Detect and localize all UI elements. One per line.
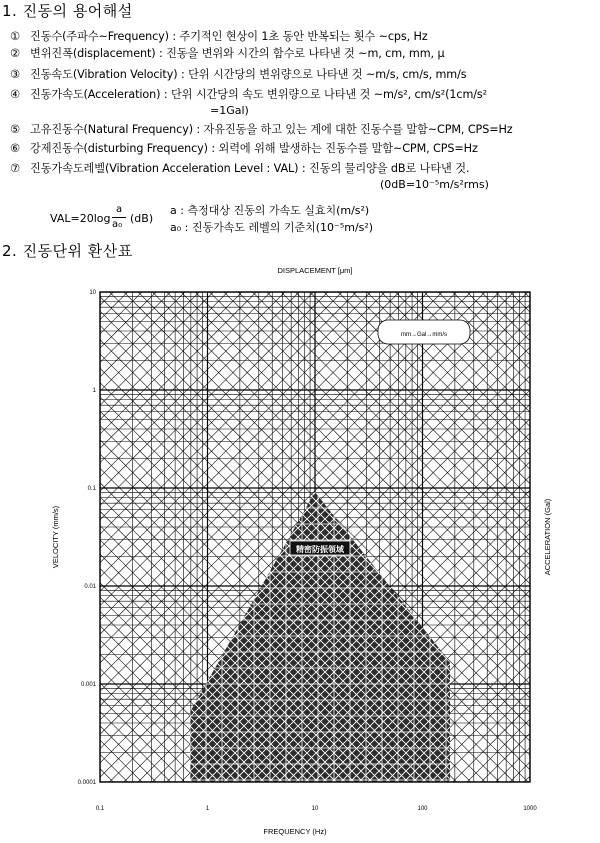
region-diagonal bbox=[40, 292, 192, 782]
term-number: ④ bbox=[10, 88, 20, 101]
y-tick-label: 1 bbox=[92, 388, 96, 394]
formula-def-a0: a₀ : 진동가속도 레벨의 기준치(10⁻⁵m/s²) bbox=[170, 221, 374, 234]
section-2-heading: 2. 진동단위 환산표 bbox=[2, 242, 133, 260]
region-diagonal bbox=[40, 292, 102, 782]
grid-displacement-diagonal bbox=[40, 292, 99, 782]
y-tick-label: 0.001 bbox=[80, 682, 96, 688]
grid-acceleration-diagonal bbox=[40, 292, 42, 782]
region-diagonal bbox=[40, 292, 201, 782]
grid-displacement-diagonal bbox=[438, 292, 560, 782]
velocity-axis-title: VELOCITY (mm/s) bbox=[51, 505, 60, 569]
region-diagonal bbox=[512, 292, 560, 782]
y-tick-label: 0.01 bbox=[84, 584, 96, 590]
region-diagonal bbox=[40, 292, 48, 782]
formula-numerator: a bbox=[116, 204, 123, 215]
acceleration-axis-title: ACCELERATION (Gal) bbox=[543, 498, 552, 576]
term-text: 진동수(주파수~Frequency) : 주기적인 현상이 1초 동안 반복되는 횟수 ~cps, Hz bbox=[30, 30, 428, 43]
formula-lhs: VAL=20log bbox=[50, 212, 111, 225]
region-diagonal bbox=[40, 292, 210, 782]
grid-acceleration-diagonal bbox=[40, 292, 213, 782]
grid-acceleration-diagonal bbox=[40, 292, 85, 782]
region-diagonal bbox=[521, 292, 560, 782]
fraction-bar bbox=[112, 217, 126, 218]
grid-acceleration-diagonal bbox=[40, 292, 99, 782]
term-continuation-4: =1Gal) bbox=[210, 104, 249, 117]
term-number: ⑤ bbox=[10, 123, 20, 136]
y-tick-label: 0.0001 bbox=[77, 780, 96, 786]
formula-denominator: a₀ bbox=[112, 219, 123, 230]
term-item-4 bbox=[10, 86, 487, 102]
grid-acceleration-diagonal bbox=[438, 292, 560, 782]
region-diagonal bbox=[40, 292, 84, 782]
x-tick-label: 10 bbox=[311, 806, 319, 812]
region-diagonal bbox=[521, 292, 560, 782]
term-number: ③ bbox=[10, 68, 20, 81]
inset-label: mm→Gal→mm/s bbox=[401, 332, 447, 338]
frequency-axis-title: FREQUENCY (Hz) bbox=[263, 827, 327, 836]
region-diagonal bbox=[40, 292, 93, 782]
y-tick-label: 0.1 bbox=[87, 486, 96, 492]
center-label: 精密防振領域 bbox=[296, 545, 344, 554]
term-item-7 bbox=[10, 160, 469, 176]
region-diagonal bbox=[40, 292, 201, 782]
grid-displacement-diagonal bbox=[40, 292, 85, 782]
region-diagonal bbox=[440, 292, 560, 782]
formula-unit: (dB) bbox=[130, 212, 154, 225]
region-diagonal bbox=[557, 292, 560, 782]
term-item-5 bbox=[10, 121, 513, 137]
x-tick-label: 1 bbox=[205, 806, 210, 812]
x-tick-label: 1000 bbox=[523, 806, 537, 812]
region-diagonal bbox=[557, 292, 560, 782]
displacement-axis-title: DISPLACEMENT [μm] bbox=[277, 266, 353, 275]
grid-acceleration-diagonal bbox=[553, 292, 560, 782]
region-diagonal bbox=[512, 292, 560, 782]
x-tick-label: 0.1 bbox=[95, 806, 105, 812]
term-text: 진동가속도(Acceleration) : 단위 시간당의 속도 변위량으로 나타낸 것 ~m/s², cm/s²(1cm/s² bbox=[30, 88, 488, 101]
term-text: 진동속도(Vibration Velocity) : 단위 시간당의 변위량으로 나타낸 것 ~m/s, cm/s, mm/s bbox=[30, 68, 467, 81]
x-tick-label: 100 bbox=[417, 806, 428, 812]
grid-displacement-diagonal bbox=[510, 292, 560, 782]
region-diagonal bbox=[40, 292, 210, 782]
grid-displacement-diagonal bbox=[40, 292, 185, 782]
term-number: ① bbox=[10, 30, 20, 43]
region-diagonal bbox=[40, 292, 102, 782]
y-tick-label: 10 bbox=[89, 290, 96, 296]
region-diagonal bbox=[440, 292, 560, 782]
term-number: ⑦ bbox=[10, 162, 20, 175]
region-diagonal bbox=[40, 292, 192, 782]
term-number: ⑥ bbox=[10, 142, 20, 155]
grid-displacement-diagonal bbox=[40, 292, 213, 782]
term-number: ② bbox=[10, 47, 20, 60]
region-diagonal bbox=[40, 292, 48, 782]
section-1-heading: 1. 진동의 용어해설 bbox=[2, 2, 133, 20]
term-item-3 bbox=[10, 66, 467, 82]
region-diagonal bbox=[40, 292, 84, 782]
vibration-conversion-chart bbox=[40, 262, 560, 837]
grid-displacement-diagonal bbox=[40, 292, 42, 782]
term-text: 진동가속도레벨(Vibration Acceleration Level : VAL) : 진동의 물리양을 dB로 나타낸 것. bbox=[30, 162, 470, 175]
term-text: 변위진폭(displacement) : 진동을 변위와 시간의 함수로 나타낸 것 ~m, cm, mm, μ bbox=[30, 47, 445, 60]
term-text: 고유진동수(Natural Frequency) : 자유진동을 하고 있는 계에 대한 진동수를 말함~CPM, CPS=Hz bbox=[30, 123, 513, 136]
term-item-2 bbox=[10, 45, 444, 61]
grid-acceleration-diagonal bbox=[40, 292, 185, 782]
term-item-1 bbox=[10, 28, 428, 44]
term-text: 강제진동수(disturbing Frequency) : 외력에 위해 발생하는 진동수를 말함~CPM, CPS=Hz bbox=[30, 142, 478, 155]
term-item-6 bbox=[10, 140, 478, 156]
grid-displacement-diagonal bbox=[553, 292, 560, 782]
formula-def-a: a : 측정대상 진동의 가속도 실효치(m/s²) bbox=[170, 204, 370, 217]
region-diagonal bbox=[431, 292, 560, 782]
term-continuation-7: (0dB=10⁻⁵m/s²rms) bbox=[380, 178, 489, 191]
grid-acceleration-diagonal bbox=[510, 292, 560, 782]
region-diagonal bbox=[40, 292, 93, 782]
region-diagonal bbox=[431, 292, 560, 782]
